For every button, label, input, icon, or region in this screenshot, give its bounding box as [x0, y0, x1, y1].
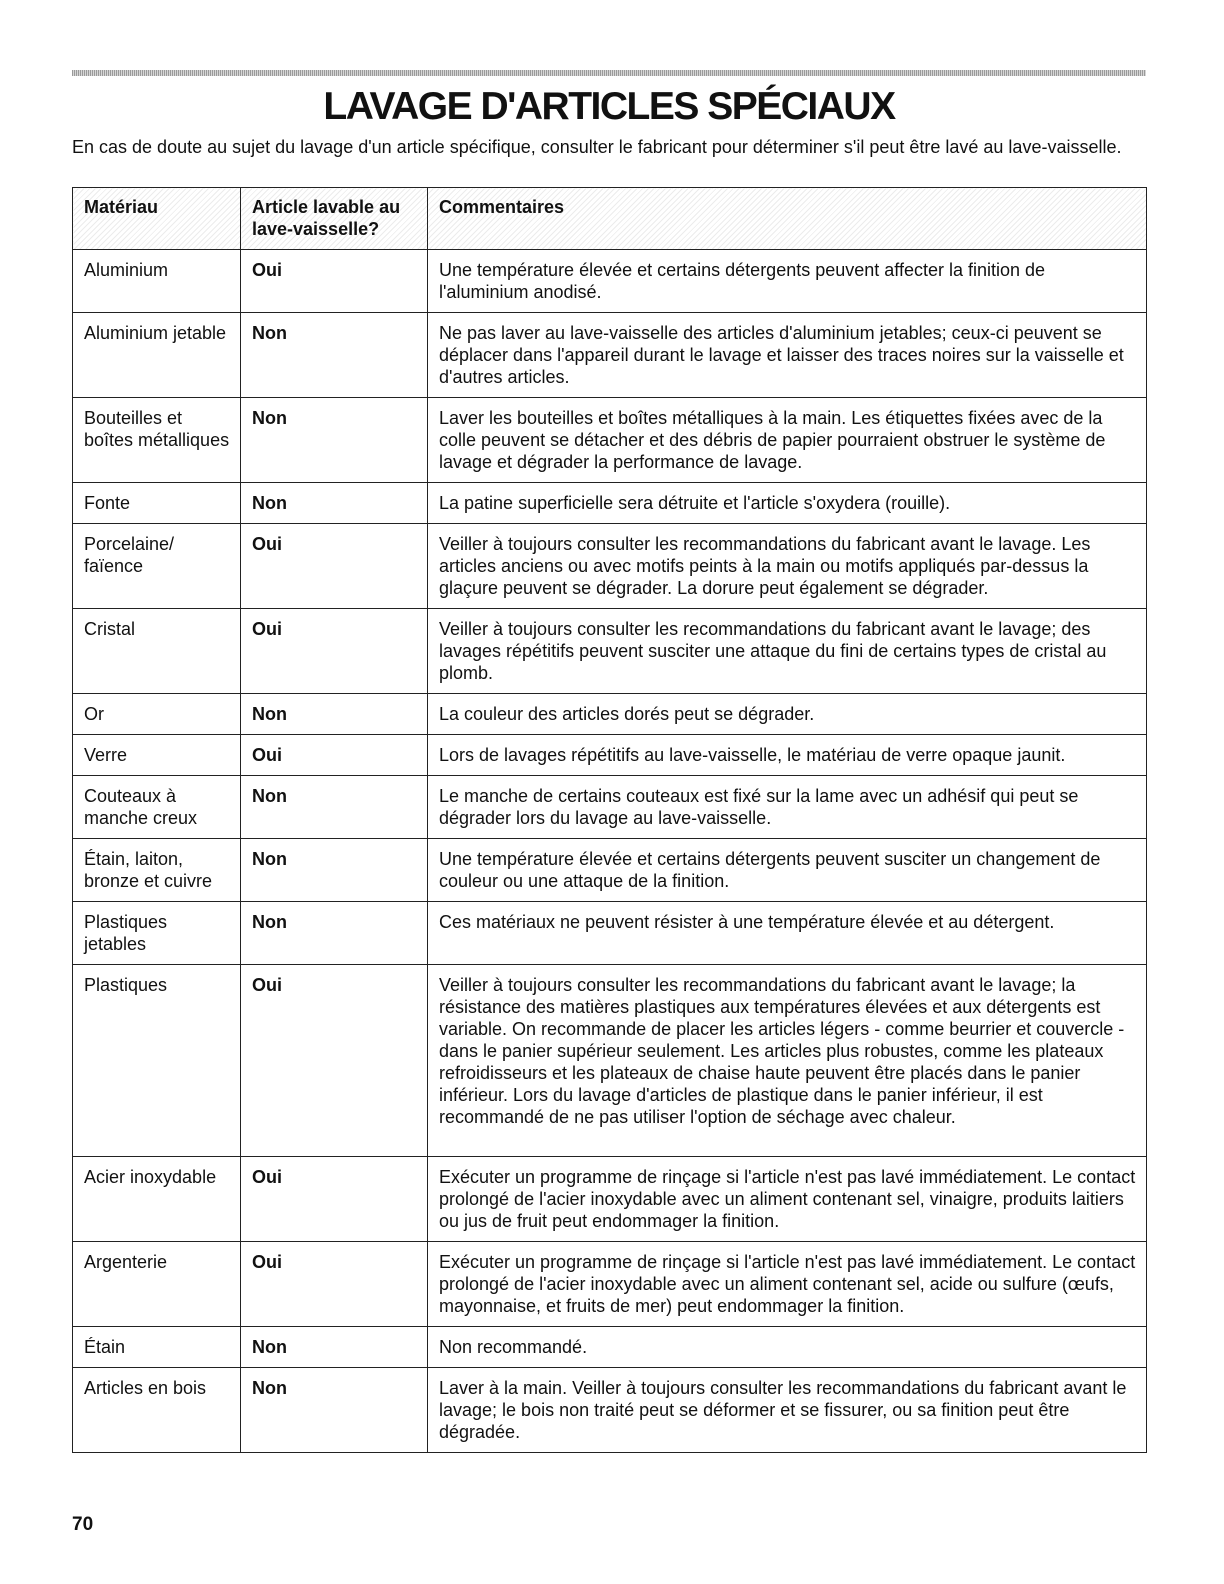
comment-cell: Une température élevée et certains détergents peuvent susciter un changement de couleur ou une attaque de la finition. [428, 839, 1147, 902]
comment-cell: Ne pas laver au lave-vaisselle des articles d'aluminium jetables; ceux-ci peuvent se déplacer dans l'appareil durant le lavage et laisser des traces noires sur la vaisselle et d'autres articles. [428, 313, 1147, 398]
washable-cell: Oui [241, 965, 428, 1157]
material-cell: Plastiques [73, 965, 241, 1157]
special-items-table [72, 187, 1147, 1453]
washable-cell: Oui [241, 1242, 428, 1327]
material-cell: Or [73, 694, 241, 735]
table-row [73, 776, 1147, 839]
comment-cell: Exécuter un programme de rinçage si l'article n'est pas lavé immédiatement. Le contact prolongé de l'acier inoxydable avec un aliment contenant sel, acide ou sulfure (œufs, mayonnaise, et fruits de mer) peut endommager la finition. [428, 1242, 1147, 1327]
table-header [73, 188, 1147, 250]
header-washable: Article lavable au lave-vaisselle? [241, 188, 428, 250]
table-row [73, 1157, 1147, 1242]
washable-cell: Oui [241, 250, 428, 313]
washable-cell: Non [241, 483, 428, 524]
table-row [73, 483, 1147, 524]
material-cell: Bouteilles et boîtes métalliques [73, 398, 241, 483]
material-cell: Fonte [73, 483, 241, 524]
comment-cell: Veiller à toujours consulter les recommandations du fabricant avant le lavage; la résistance des matières plastiques aux températures élevées et aux détergents est variable. On recommande de placer les articles légers - comme beurrier et couvercle - dans le panier supérieur seulement. Les articles plus robustes, comme les plateaux refroidisseurs et les plateaux de chaise haute peuvent être placés dans le panier inférieur. Lors du lavage d'articles de plastique dans le panier inférieur, il est recommandé de ne pas utiliser l'option de séchage avec chaleur. [428, 965, 1147, 1157]
header-row [73, 188, 1147, 250]
comment-cell: Le manche de certains couteaux est fixé sur la lame avec un adhésif qui peut se dégrader lors du lavage au lave-vaisselle. [428, 776, 1147, 839]
washable-cell: Non [241, 694, 428, 735]
material-cell: Acier inoxydable [73, 1157, 241, 1242]
top-decorative-rule [72, 70, 1146, 76]
material-cell: Articles en bois [73, 1368, 241, 1453]
washable-cell: Non [241, 1327, 428, 1368]
table-row [73, 1242, 1147, 1327]
material-cell: Porcelaine/ faïence [73, 524, 241, 609]
table-body [73, 250, 1147, 1453]
material-cell: Étain, laiton, bronze et cuivre [73, 839, 241, 902]
table-row [73, 313, 1147, 398]
header-material: Matériau [73, 188, 241, 250]
comment-cell: Laver à la main. Veiller à toujours consulter les recommandations du fabricant avant le lavage; le bois non traité peut se déformer et se fissurer, ou sa finition peut être dégradée. [428, 1368, 1147, 1453]
comment-cell: Une température élevée et certains détergents peuvent affecter la finition de l'aluminium anodisé. [428, 250, 1147, 313]
washable-cell: Non [241, 776, 428, 839]
table-row [73, 1327, 1147, 1368]
washable-cell: Non [241, 398, 428, 483]
comment-cell: Lors de lavages répétitifs au lave-vaisselle, le matériau de verre opaque jaunit. [428, 735, 1147, 776]
material-cell: Plastiques jetables [73, 902, 241, 965]
table-row [73, 902, 1147, 965]
comment-cell: Non recommandé. [428, 1327, 1147, 1368]
intro-paragraph: En cas de doute au sujet du lavage d'un article spécifique, consulter le fabricant pour déterminer s'il peut être lavé au lave-vaisselle. [72, 137, 1122, 157]
material-cell: Étain [73, 1327, 241, 1368]
table-row [73, 694, 1147, 735]
table-row [73, 1368, 1147, 1453]
table-row [73, 524, 1147, 609]
table-row [73, 735, 1147, 776]
table-row [73, 250, 1147, 313]
washable-cell: Non [241, 313, 428, 398]
washable-cell: Non [241, 839, 428, 902]
washable-cell: Oui [241, 1157, 428, 1242]
material-cell: Argenterie [73, 1242, 241, 1327]
material-cell: Cristal [73, 609, 241, 694]
table-row [73, 609, 1147, 694]
table-row [73, 839, 1147, 902]
comment-cell: Ces matériaux ne peuvent résister à une température élevée et au détergent. [428, 902, 1147, 965]
washable-cell: Non [241, 1368, 428, 1453]
comment-cell: La couleur des articles dorés peut se dégrader. [428, 694, 1147, 735]
page-title: LAVAGE D'ARTICLES SPÉCIAUX [323, 85, 895, 128]
header-comments: Commentaires [428, 188, 1147, 250]
washable-cell: Oui [241, 735, 428, 776]
table-row [73, 965, 1147, 1157]
material-cell: Couteaux à manche creux [73, 776, 241, 839]
comment-cell: Exécuter un programme de rinçage si l'article n'est pas lavé immédiatement. Le contact prolongé de l'acier inoxydable avec un aliment contenant sel, vinaigre, produits laitiers ou jus de fruit peut endommager la finition. [428, 1157, 1147, 1242]
washable-cell: Oui [241, 524, 428, 609]
material-cell: Verre [73, 735, 241, 776]
washable-cell: Oui [241, 609, 428, 694]
washable-cell: Non [241, 902, 428, 965]
comment-cell: Veiller à toujours consulter les recommandations du fabricant avant le lavage. Les articles anciens ou avec motifs peints à la main ou motifs appliqués par-dessus la glaçure peuvent se dégrader. La dorure peut également se dégrader. [428, 524, 1147, 609]
comment-cell: Veiller à toujours consulter les recommandations du fabricant avant le lavage; des lavages répétitifs peuvent susciter une attaque du fini de certains types de cristal au plomb. [428, 609, 1147, 694]
comment-cell: Laver les bouteilles et boîtes métalliques à la main. Les étiquettes fixées avec de la colle peuvent se détacher et des débris de papier pourraient obstruer le système de lavage et dégrader la performance de lavage. [428, 398, 1147, 483]
material-cell: Aluminium [73, 250, 241, 313]
material-cell: Aluminium jetable [73, 313, 241, 398]
page-number: 70 [72, 1514, 94, 1535]
table-row [73, 398, 1147, 483]
comment-cell: La patine superficielle sera détruite et l'article s'oxydera (rouille). [428, 483, 1147, 524]
